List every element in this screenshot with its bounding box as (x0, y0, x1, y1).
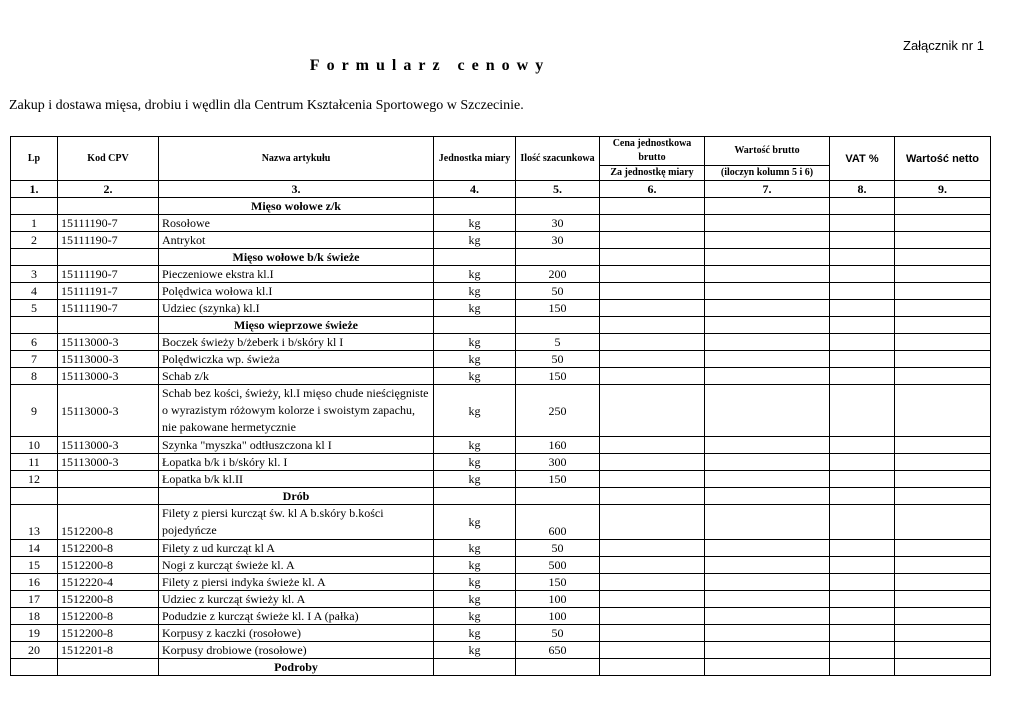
col-number: 5. (516, 181, 600, 198)
table-row (11, 351, 991, 368)
cell-vat[interactable] (830, 300, 895, 317)
cell-cpv: 15113000-3 (58, 454, 159, 471)
section-row (11, 249, 991, 266)
cell-unit-price[interactable] (600, 591, 705, 608)
cell-qty: 160 (516, 437, 600, 454)
cell-lp: 15 (11, 557, 58, 574)
cell-net-value[interactable] (895, 215, 991, 232)
cell-qty: 200 (516, 266, 600, 283)
section-title: Mięso wieprzowe świeże (159, 317, 434, 334)
cell-lp: 2 (11, 232, 58, 249)
table-row (11, 334, 991, 351)
cell-name: Rosołowe (159, 215, 434, 232)
cell-unit: kg (434, 574, 516, 591)
empty-cell (434, 249, 516, 266)
cell-vat[interactable] (830, 625, 895, 642)
empty-cell (516, 249, 600, 266)
cell-vat[interactable] (830, 437, 895, 454)
cell-unit-price[interactable] (600, 351, 705, 368)
header-gross: Wartość brutto (705, 137, 830, 166)
cell-qty: 600 (516, 505, 600, 540)
cell-unit: kg (434, 557, 516, 574)
empty-cell (705, 198, 830, 215)
cell-net-value[interactable] (895, 300, 991, 317)
empty-cell (705, 249, 830, 266)
empty-cell (516, 317, 600, 334)
cell-unit: kg (434, 266, 516, 283)
cell-gross-value[interactable] (705, 232, 830, 249)
cell-unit: kg (434, 505, 516, 540)
section-row (11, 659, 991, 676)
cell-gross-value[interactable] (705, 283, 830, 300)
section-title: Mięso wołowe z/k (159, 198, 434, 215)
cell-name: Boczek świeży b/żeberk i b/skóry kl I (159, 334, 434, 351)
cell-vat[interactable] (830, 232, 895, 249)
cell-qty: 100 (516, 608, 600, 625)
table-row (11, 591, 991, 608)
cell-qty: 50 (516, 540, 600, 557)
cell-gross-value[interactable] (705, 505, 830, 540)
cell-gross-value[interactable] (705, 642, 830, 659)
empty-cell (830, 659, 895, 676)
empty-cell (895, 488, 991, 505)
cell-gross-value[interactable] (705, 540, 830, 557)
cell-cpv: 1512220-4 (58, 574, 159, 591)
cell-name: Udziec z kurcząt świeży kl. A (159, 591, 434, 608)
empty-cell (705, 488, 830, 505)
cell-unit: kg (434, 625, 516, 642)
header-unit-price-sub: Za jednostkę miary (600, 166, 705, 181)
header-gross-sub: (iloczyn kolumn 5 i 6) (705, 166, 830, 181)
cell-name: Łopatka b/k kl.II (159, 471, 434, 488)
cell-lp: 11 (11, 454, 58, 471)
cell-gross-value[interactable] (705, 454, 830, 471)
cell-cpv: 15111190-7 (58, 266, 159, 283)
empty-cell (830, 198, 895, 215)
empty-cell (830, 488, 895, 505)
table-row (11, 471, 991, 488)
header-unit-price: Cena jednostkowa brutto (600, 137, 705, 166)
empty-cell (705, 317, 830, 334)
cell-vat[interactable] (830, 574, 895, 591)
empty-cell (516, 488, 600, 505)
cell-unit-price[interactable] (600, 385, 705, 437)
cell-vat[interactable] (830, 608, 895, 625)
cell-gross-value[interactable] (705, 471, 830, 488)
attachment-label: Załącznik nr 1 (903, 38, 984, 53)
header-lp: Lp (11, 137, 58, 181)
cell-name: Korpusy drobiowe (rosołowe) (159, 642, 434, 659)
cell-lp: 10 (11, 437, 58, 454)
cell-name: Pieczeniowe ekstra kl.I (159, 266, 434, 283)
cell-net-value[interactable] (895, 385, 991, 437)
cell-qty: 30 (516, 215, 600, 232)
cell-name: Antrykot (159, 232, 434, 249)
section-row (11, 317, 991, 334)
cell-qty: 500 (516, 557, 600, 574)
empty-cell (58, 317, 159, 334)
cell-name: Polędwica wołowa kl.I (159, 283, 434, 300)
cell-lp: 13 (11, 505, 58, 540)
cell-qty: 30 (516, 232, 600, 249)
cell-unit: kg (434, 454, 516, 471)
header-unit: Jednostka miary (434, 137, 516, 181)
cell-cpv: 1512201-8 (58, 642, 159, 659)
empty-cell (11, 198, 58, 215)
table-row (11, 608, 991, 625)
table-row (11, 454, 991, 471)
empty-cell (11, 488, 58, 505)
cell-qty: 150 (516, 471, 600, 488)
empty-cell (830, 317, 895, 334)
cell-unit-price[interactable] (600, 266, 705, 283)
col-number: 4. (434, 181, 516, 198)
header-cpv: Kod CPV (58, 137, 159, 181)
cell-vat[interactable] (830, 505, 895, 540)
cell-vat[interactable] (830, 454, 895, 471)
cell-qty: 100 (516, 591, 600, 608)
cell-unit: kg (434, 608, 516, 625)
cell-gross-value[interactable] (705, 591, 830, 608)
cell-net-value[interactable] (895, 642, 991, 659)
empty-cell (58, 659, 159, 676)
cell-unit-price[interactable] (600, 232, 705, 249)
empty-cell (895, 317, 991, 334)
cell-gross-value[interactable] (705, 437, 830, 454)
column-number-row (11, 181, 991, 198)
cell-gross-value[interactable] (705, 300, 830, 317)
empty-cell (11, 249, 58, 266)
empty-cell (434, 317, 516, 334)
col-number: 1. (11, 181, 58, 198)
cell-gross-value[interactable] (705, 368, 830, 385)
price-form-table (10, 136, 991, 676)
cell-gross-value[interactable] (705, 625, 830, 642)
cell-vat[interactable] (830, 266, 895, 283)
empty-cell (11, 659, 58, 676)
cell-unit: kg (434, 215, 516, 232)
cell-lp: 20 (11, 642, 58, 659)
cell-unit-price[interactable] (600, 368, 705, 385)
section-title: Mięso wołowe b/k świeże (159, 249, 434, 266)
cell-lp: 5 (11, 300, 58, 317)
empty-cell (58, 198, 159, 215)
table-row (11, 574, 991, 591)
cell-unit-price[interactable] (600, 454, 705, 471)
empty-cell (705, 659, 830, 676)
cell-cpv: 15113000-3 (58, 334, 159, 351)
cell-vat[interactable] (830, 334, 895, 351)
cell-vat[interactable] (830, 540, 895, 557)
cell-net-value[interactable] (895, 608, 991, 625)
cell-vat[interactable] (830, 471, 895, 488)
col-number: 8. (830, 181, 895, 198)
cell-unit: kg (434, 471, 516, 488)
col-number: 2. (58, 181, 159, 198)
cell-qty: 5 (516, 334, 600, 351)
cell-gross-value[interactable] (705, 608, 830, 625)
cell-lp: 14 (11, 540, 58, 557)
cell-vat[interactable] (830, 215, 895, 232)
table-row (11, 557, 991, 574)
cell-cpv: 15113000-3 (58, 368, 159, 385)
cell-unit: kg (434, 351, 516, 368)
cell-lp: 8 (11, 368, 58, 385)
cell-unit: kg (434, 300, 516, 317)
empty-cell (600, 317, 705, 334)
cell-cpv: 1512200-8 (58, 625, 159, 642)
table-row (11, 505, 991, 540)
cell-unit: kg (434, 385, 516, 437)
empty-cell (895, 198, 991, 215)
cell-qty: 50 (516, 625, 600, 642)
table-row (11, 232, 991, 249)
col-number: 7. (705, 181, 830, 198)
form-title: Formularz cenowy (309, 57, 551, 74)
empty-cell (11, 317, 58, 334)
cell-gross-value[interactable] (705, 351, 830, 368)
empty-cell (830, 249, 895, 266)
empty-cell (516, 659, 600, 676)
cell-lp: 6 (11, 334, 58, 351)
cell-lp: 19 (11, 625, 58, 642)
cell-unit: kg (434, 437, 516, 454)
cell-cpv: 1512200-8 (58, 608, 159, 625)
cell-unit-price[interactable] (600, 334, 705, 351)
cell-cpv: 1512200-8 (58, 540, 159, 557)
cell-unit-price[interactable] (600, 471, 705, 488)
cell-unit-price[interactable] (600, 625, 705, 642)
cell-lp: 1 (11, 215, 58, 232)
header-qty: Ilość szacunkowa (516, 137, 600, 181)
cell-lp: 9 (11, 385, 58, 437)
cell-cpv (58, 471, 159, 488)
empty-cell (434, 488, 516, 505)
cell-name: Korpusy z kaczki (rosołowe) (159, 625, 434, 642)
cell-cpv: 15113000-3 (58, 437, 159, 454)
cell-cpv: 1512200-8 (58, 505, 159, 540)
cell-lp: 18 (11, 608, 58, 625)
cell-lp: 4 (11, 283, 58, 300)
cell-net-value[interactable] (895, 368, 991, 385)
cell-cpv: 15111190-7 (58, 232, 159, 249)
table-row (11, 625, 991, 642)
cell-gross-value[interactable] (705, 215, 830, 232)
cell-unit: kg (434, 232, 516, 249)
cell-qty: 650 (516, 642, 600, 659)
cell-name: Filety z piersi kurcząt św. kl A b.skóry b.kości pojedyńcze (159, 505, 434, 540)
cell-vat[interactable] (830, 557, 895, 574)
cell-cpv: 15111190-7 (58, 300, 159, 317)
col-number: 3. (159, 181, 434, 198)
cell-gross-value[interactable] (705, 334, 830, 351)
col-number: 6. (600, 181, 705, 198)
cell-net-value[interactable] (895, 574, 991, 591)
empty-cell (600, 659, 705, 676)
table-row (11, 300, 991, 317)
cell-net-value[interactable] (895, 334, 991, 351)
cell-vat[interactable] (830, 642, 895, 659)
cell-unit-price[interactable] (600, 574, 705, 591)
cell-net-value[interactable] (895, 454, 991, 471)
cell-vat[interactable] (830, 591, 895, 608)
cell-lp: 3 (11, 266, 58, 283)
cell-net-value[interactable] (895, 283, 991, 300)
empty-cell (600, 198, 705, 215)
empty-cell (434, 198, 516, 215)
cell-lp: 12 (11, 471, 58, 488)
table-row (11, 642, 991, 659)
cell-unit-price[interactable] (600, 540, 705, 557)
cell-name: Schab z/k (159, 368, 434, 385)
cell-gross-value[interactable] (705, 385, 830, 437)
cell-net-value[interactable] (895, 266, 991, 283)
cell-vat[interactable] (830, 351, 895, 368)
table-row (11, 540, 991, 557)
col-number: 9. (895, 181, 991, 198)
cell-unit-price[interactable] (600, 505, 705, 540)
empty-cell (58, 249, 159, 266)
section-title: Podroby (159, 659, 434, 676)
cell-cpv: 15111191-7 (58, 283, 159, 300)
cell-lp: 7 (11, 351, 58, 368)
cell-vat[interactable] (830, 283, 895, 300)
cell-gross-value[interactable] (705, 557, 830, 574)
table-row (11, 266, 991, 283)
cell-name: Udziec (szynka) kl.I (159, 300, 434, 317)
header-net: Wartość netto (895, 137, 991, 181)
cell-gross-value[interactable] (705, 266, 830, 283)
cell-net-value[interactable] (895, 591, 991, 608)
cell-name: Polędwiczka wp. świeża (159, 351, 434, 368)
cell-name: Nogi z kurcząt świeże kl. A (159, 557, 434, 574)
cell-vat[interactable] (830, 368, 895, 385)
section-title: Drób (159, 488, 434, 505)
header-name: Nazwa artykułu (159, 137, 434, 181)
cell-gross-value[interactable] (705, 574, 830, 591)
cell-unit: kg (434, 642, 516, 659)
cell-name: Schab bez kości, świeży, kl.I mięso chude nieścięgniste o wyrazistym różowym kolorze i swoistym zapachu, nie pakowane hermetycznie (159, 385, 434, 437)
empty-cell (600, 249, 705, 266)
table-row (11, 437, 991, 454)
cell-unit: kg (434, 283, 516, 300)
cell-unit: kg (434, 591, 516, 608)
cell-qty: 150 (516, 300, 600, 317)
table-row (11, 368, 991, 385)
empty-cell (895, 659, 991, 676)
cell-unit: kg (434, 540, 516, 557)
cell-name: Szynka "myszka" odtłuszczona kl I (159, 437, 434, 454)
cell-qty: 150 (516, 574, 600, 591)
cell-cpv: 15113000-3 (58, 351, 159, 368)
cell-cpv: 1512200-8 (58, 591, 159, 608)
cell-unit-price[interactable] (600, 283, 705, 300)
header-vat: VAT % (830, 137, 895, 181)
cell-net-value[interactable] (895, 351, 991, 368)
cell-qty: 250 (516, 385, 600, 437)
empty-cell (434, 659, 516, 676)
form-subtitle: Zakup i dostawa mięsa, drobiu i wędlin dla Centrum Kształcenia Sportowego w Szczecinie. (9, 98, 524, 113)
cell-net-value[interactable] (895, 540, 991, 557)
cell-qty: 300 (516, 454, 600, 471)
cell-unit-price[interactable] (600, 300, 705, 317)
table-row (11, 385, 991, 437)
empty-cell (516, 198, 600, 215)
cell-name: Filety z piersi indyka świeże kl. A (159, 574, 434, 591)
cell-name: Podudzie z kurcząt świeże kl. I A (pałka) (159, 608, 434, 625)
table-row (11, 283, 991, 300)
cell-unit: kg (434, 368, 516, 385)
cell-name: Filety z ud kurcząt kl A (159, 540, 434, 557)
cell-vat[interactable] (830, 385, 895, 437)
cell-unit-price[interactable] (600, 215, 705, 232)
cell-unit: kg (434, 334, 516, 351)
cell-net-value[interactable] (895, 437, 991, 454)
cell-unit-price[interactable] (600, 557, 705, 574)
table-row (11, 215, 991, 232)
cell-cpv: 15111190-7 (58, 215, 159, 232)
empty-cell (895, 249, 991, 266)
cell-unit-price[interactable] (600, 437, 705, 454)
empty-cell (600, 488, 705, 505)
section-row (11, 198, 991, 215)
cell-lp: 17 (11, 591, 58, 608)
cell-qty: 50 (516, 283, 600, 300)
cell-unit-price[interactable] (600, 642, 705, 659)
cell-net-value[interactable] (895, 557, 991, 574)
cell-qty: 150 (516, 368, 600, 385)
cell-net-value[interactable] (895, 471, 991, 488)
empty-cell (58, 488, 159, 505)
cell-name: Łopatka b/k i b/skóry kl. I (159, 454, 434, 471)
cell-net-value[interactable] (895, 505, 991, 540)
cell-lp: 16 (11, 574, 58, 591)
cell-qty: 50 (516, 351, 600, 368)
cell-net-value[interactable] (895, 232, 991, 249)
cell-cpv: 15113000-3 (58, 385, 159, 437)
cell-unit-price[interactable] (600, 608, 705, 625)
section-row (11, 488, 991, 505)
cell-net-value[interactable] (895, 625, 991, 642)
cell-cpv: 1512200-8 (58, 557, 159, 574)
